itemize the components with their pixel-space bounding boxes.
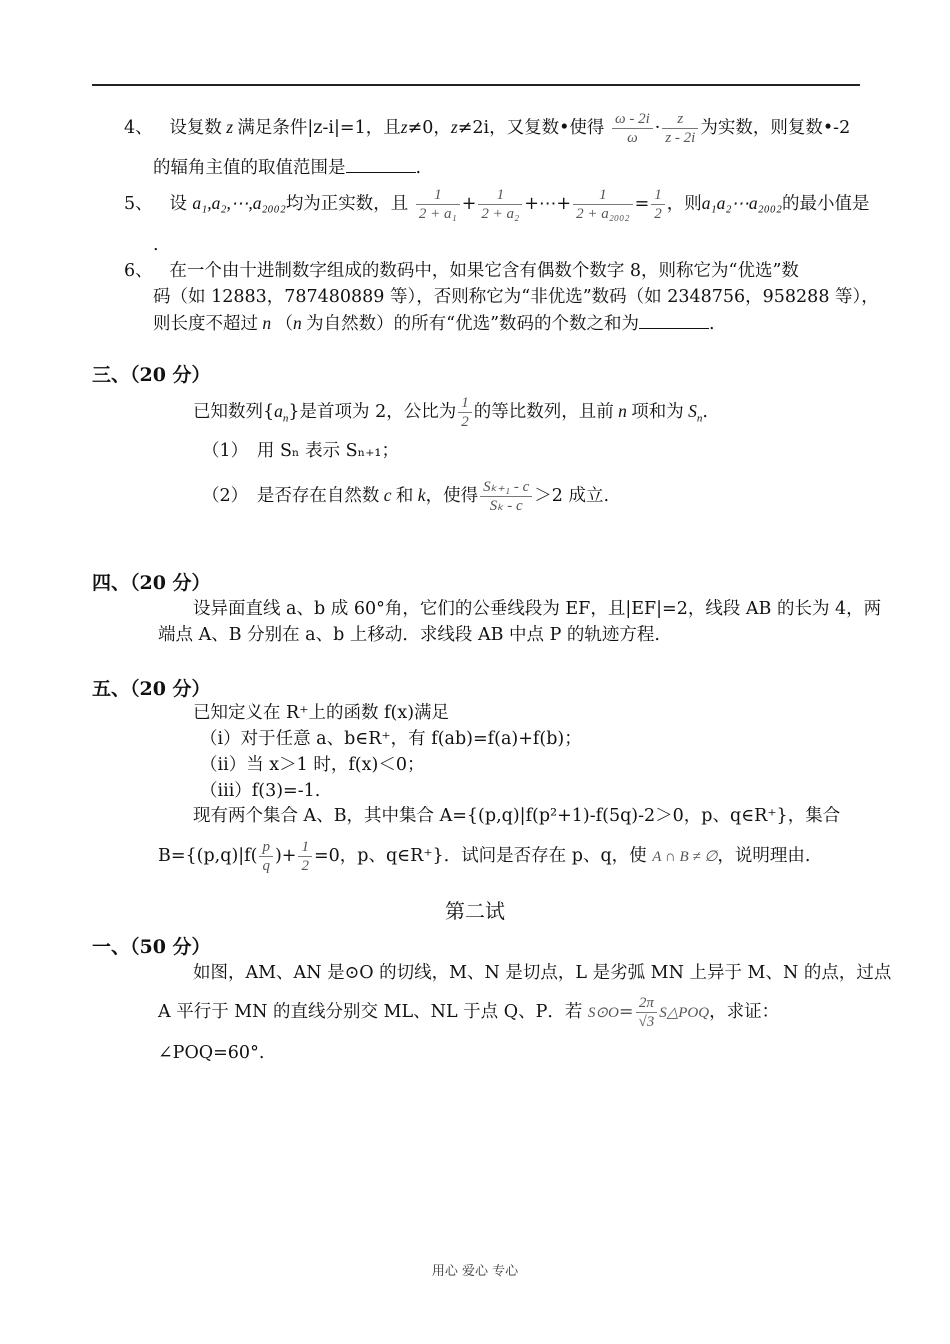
q4-text-g: -2 (833, 118, 851, 138)
s5-condition: A ∩ B ≠ ∅ (652, 849, 718, 865)
section-4-heading: 四、（20 分） (92, 572, 211, 594)
s5-item-iii: （iii）f(3)=-1. (200, 781, 321, 801)
q4-line2: 的辐角主值的取值范围是 . (153, 154, 421, 181)
header-rule (92, 84, 860, 86)
s3-text-c: 的等比数列，且前 (473, 402, 614, 422)
s6-text-b: ，求证： (709, 1002, 780, 1022)
s6-area-circle: S⊙O (587, 1005, 619, 1021)
s3-p2-text-b: 和 (395, 486, 414, 506)
s6-line2 (158, 994, 779, 1031)
s5-pq-fraction: $\frac{p}{q}$ (259, 838, 273, 875)
q5-vars: a₁,a₂,⋯,a₂₀₀₂ (192, 193, 286, 213)
q4-text-d: ≠2i，又复数 (457, 118, 560, 138)
s6-pi-fraction: $\frac{2\pi}{√3}$ (636, 994, 658, 1031)
q5-fraction-rhs: $\frac{1}{2}$ (651, 186, 665, 223)
s3-var-k: k (413, 485, 426, 505)
s3-text-b: }是首项为 2，公比为 (288, 402, 457, 422)
q6-text-c: 为自然数）的所有“优选”数码的个数之和为 (306, 314, 640, 334)
s5-item-ii: （ii）当 x＞1 时，f(x)＜0； (200, 755, 425, 775)
second-test-title: 第二试 (445, 899, 505, 923)
s3-line1: 已知数列$\{a_n\}$是首项为 2，公比为 $\frac{1}{2}$ 的等比数列，且前 n 项和为 $S_n$. (193, 395, 708, 430)
section-3-heading: 三、（20 分） (92, 364, 211, 386)
q4-text-f: 为实数，则复数 (700, 118, 823, 138)
q4-text-a: 设复数 (169, 118, 222, 138)
s5-text-d: ，说明理由. (717, 846, 811, 866)
section-6-heading: 一、（50 分） (92, 936, 211, 958)
q4-omega2: • (822, 118, 834, 138)
s5-half-fraction: $\frac{1}{2}$ (298, 838, 312, 875)
s5-line5: 现有两个集合 A、B，其中集合 A={(p,q)|f(p²+1)-f(5q)-2＞0，p、q∈R⁺}，集合 (193, 806, 841, 826)
q4-line1: 4、 设复数 z 满足条件|z-i|=1，且z≠0，z≠2i，又复数•使得 $\frac{\omega - 2i}{\omega}$ · $\frac{z}{z - 2i}$ 为实数，则复数•-2 (124, 111, 851, 146)
q5-fraction-2: $\frac{1}{\text{2 + a₂}}$ (478, 186, 522, 223)
s3-var-n: n (613, 401, 632, 421)
q5-text-c: ，则 (666, 194, 702, 214)
s3-p2-text-a: （2） 是否存在自然数 (202, 486, 380, 506)
q6-var-n: n (258, 313, 276, 333)
s3-ratio-fraction: $\frac{\text{Sₖ₊₁ - c}}{\text{Sₖ - c}}$ (480, 478, 532, 515)
q5-fraction-3: $\frac{1}{\text{2 + a₂₀₀₂}}$ (573, 186, 632, 223)
page-footer: 用心 爱心 专心 (431, 1264, 519, 1279)
q5-text-d: 的最小值是 (782, 194, 870, 214)
s3-part2 (202, 478, 609, 515)
q6-number: 6、 (124, 261, 153, 281)
s6-line3: ∠POQ=60°. (158, 1043, 265, 1063)
q4-text-c: ≠0， (407, 118, 451, 138)
s4-line1: 设异面直线 a、b 成 60°角，它们的公垂线段为 EF，且|EF|=2，线段 AB 的长为 4，两 (193, 599, 882, 619)
q6-line2 (153, 284, 879, 310)
s3-var-c: c (379, 485, 396, 505)
s6-line1: 如图，AM、AN 是⊙O 的切线，M、N 是切点，L 是劣弧 MN 上异于 M、N 的点，过点 (193, 963, 892, 983)
q4-fraction-1: $\frac{\omega - 2i}{\omega}$ (612, 110, 653, 147)
s3-half-fraction: $\frac{1}{2}$ (458, 394, 472, 431)
q4-number: 4、 (124, 118, 153, 138)
s3-text-d: 项和为 (631, 402, 684, 422)
q6-text-a: 则长度不超过 (153, 314, 258, 334)
q4-text-line2: 的辐角主值的取值范围是 (153, 158, 346, 178)
q4-text-b: 满足条件|z-i|=1，且 (237, 118, 401, 138)
q4-var-z: z (221, 117, 238, 137)
q5-text-b: 均为正实数，且 (285, 194, 409, 214)
s4-line2: 端点 A、B 分别在 a、b 上移动．求线段 AB 中点 P 的轨迹方程. (158, 625, 660, 645)
s3-p2-text-d: ＞2 成立. (534, 486, 610, 506)
s3-sn: $S_n$ (683, 401, 703, 425)
q5-line1: 5、 设 a₁,a₂,⋯,a₂₀₀₂均为正实数，且 $\frac{1}{\text{2 + a₁}}$ + $\frac{1}{\text{2 + a₂}}$ +⋯+ $\frac{1}{\text{2 + a₂₀₀₂}}$ = $\frac{1}{2}$ ，则a₁a₂⋯a₂₀₀₂的最小值是 (124, 187, 870, 222)
q5-text-a: 设 (169, 194, 187, 214)
q6-var-n2: n (293, 313, 307, 333)
section-5-heading: 五、（20 分） (92, 678, 211, 700)
q6-text-line2: 码（如 12883，787480889 等），否则称它为“非优选”数码（如 2348756，958288 等）， (153, 287, 879, 307)
s6-text-a: A 平行于 MN 的直线分别交 ML、NL 于点 Q、P．若 (158, 1002, 583, 1022)
s5-item-i: （i）对于任意 a、b∈R⁺，有 f(ab)=f(a)+f(b)； (200, 729, 582, 749)
q5-number: 5、 (124, 194, 153, 214)
s5-text-a: B={(p,q)|f( (158, 846, 258, 866)
q6-line3: 则长度不超过 n （n 为自然数）的所有“优选”数码的个数之和为 . (153, 310, 715, 337)
s5-text-c: =0，p、q∈R⁺}．试问是否存在 p、q，使 (313, 846, 647, 866)
s3-text-a: 已知数列{ (193, 402, 275, 422)
q4-fraction-2: $\frac{z}{z - 2i}$ (662, 110, 698, 147)
s3-p2-text-c: ，使得 (425, 486, 479, 506)
q4-omega: • (559, 118, 570, 138)
s6-equals: = (618, 1002, 634, 1022)
q4-answer-blank[interactable] (346, 154, 416, 173)
q5-line2 (153, 232, 159, 258)
q6-text-b: （ (275, 314, 293, 334)
q5-text-line2: . (153, 235, 159, 255)
q4-var-z2: z (400, 117, 408, 137)
q4-text-e: 使得 (569, 118, 605, 138)
q5-fraction-1: $\frac{1}{\text{2 + a₁}}$ (416, 186, 460, 223)
q5-dots: +⋯+ (524, 194, 572, 214)
q6-line1 (124, 258, 799, 284)
q6-answer-blank[interactable] (639, 310, 709, 329)
s6-area-triangle: S△POQ (659, 1005, 710, 1021)
s5-text-b: )+ (274, 846, 297, 866)
s3-part1: （1） 用 Sₙ 表示 Sₙ₊₁； (202, 441, 399, 461)
q4-var-z3: z (450, 117, 458, 137)
q6-text-line1: 在一个由十进制数字组成的数码中，如果它含有偶数个数字 8，则称它为“优选”数 (169, 261, 799, 281)
q5-product: a₁a₂⋯a₂₀₀₂ (701, 193, 782, 213)
s5-line1: 已知定义在 R⁺上的函数 f(x)满足 (193, 703, 450, 723)
s3-an: $a_n$ (274, 401, 289, 425)
s5-line6 (158, 838, 810, 875)
